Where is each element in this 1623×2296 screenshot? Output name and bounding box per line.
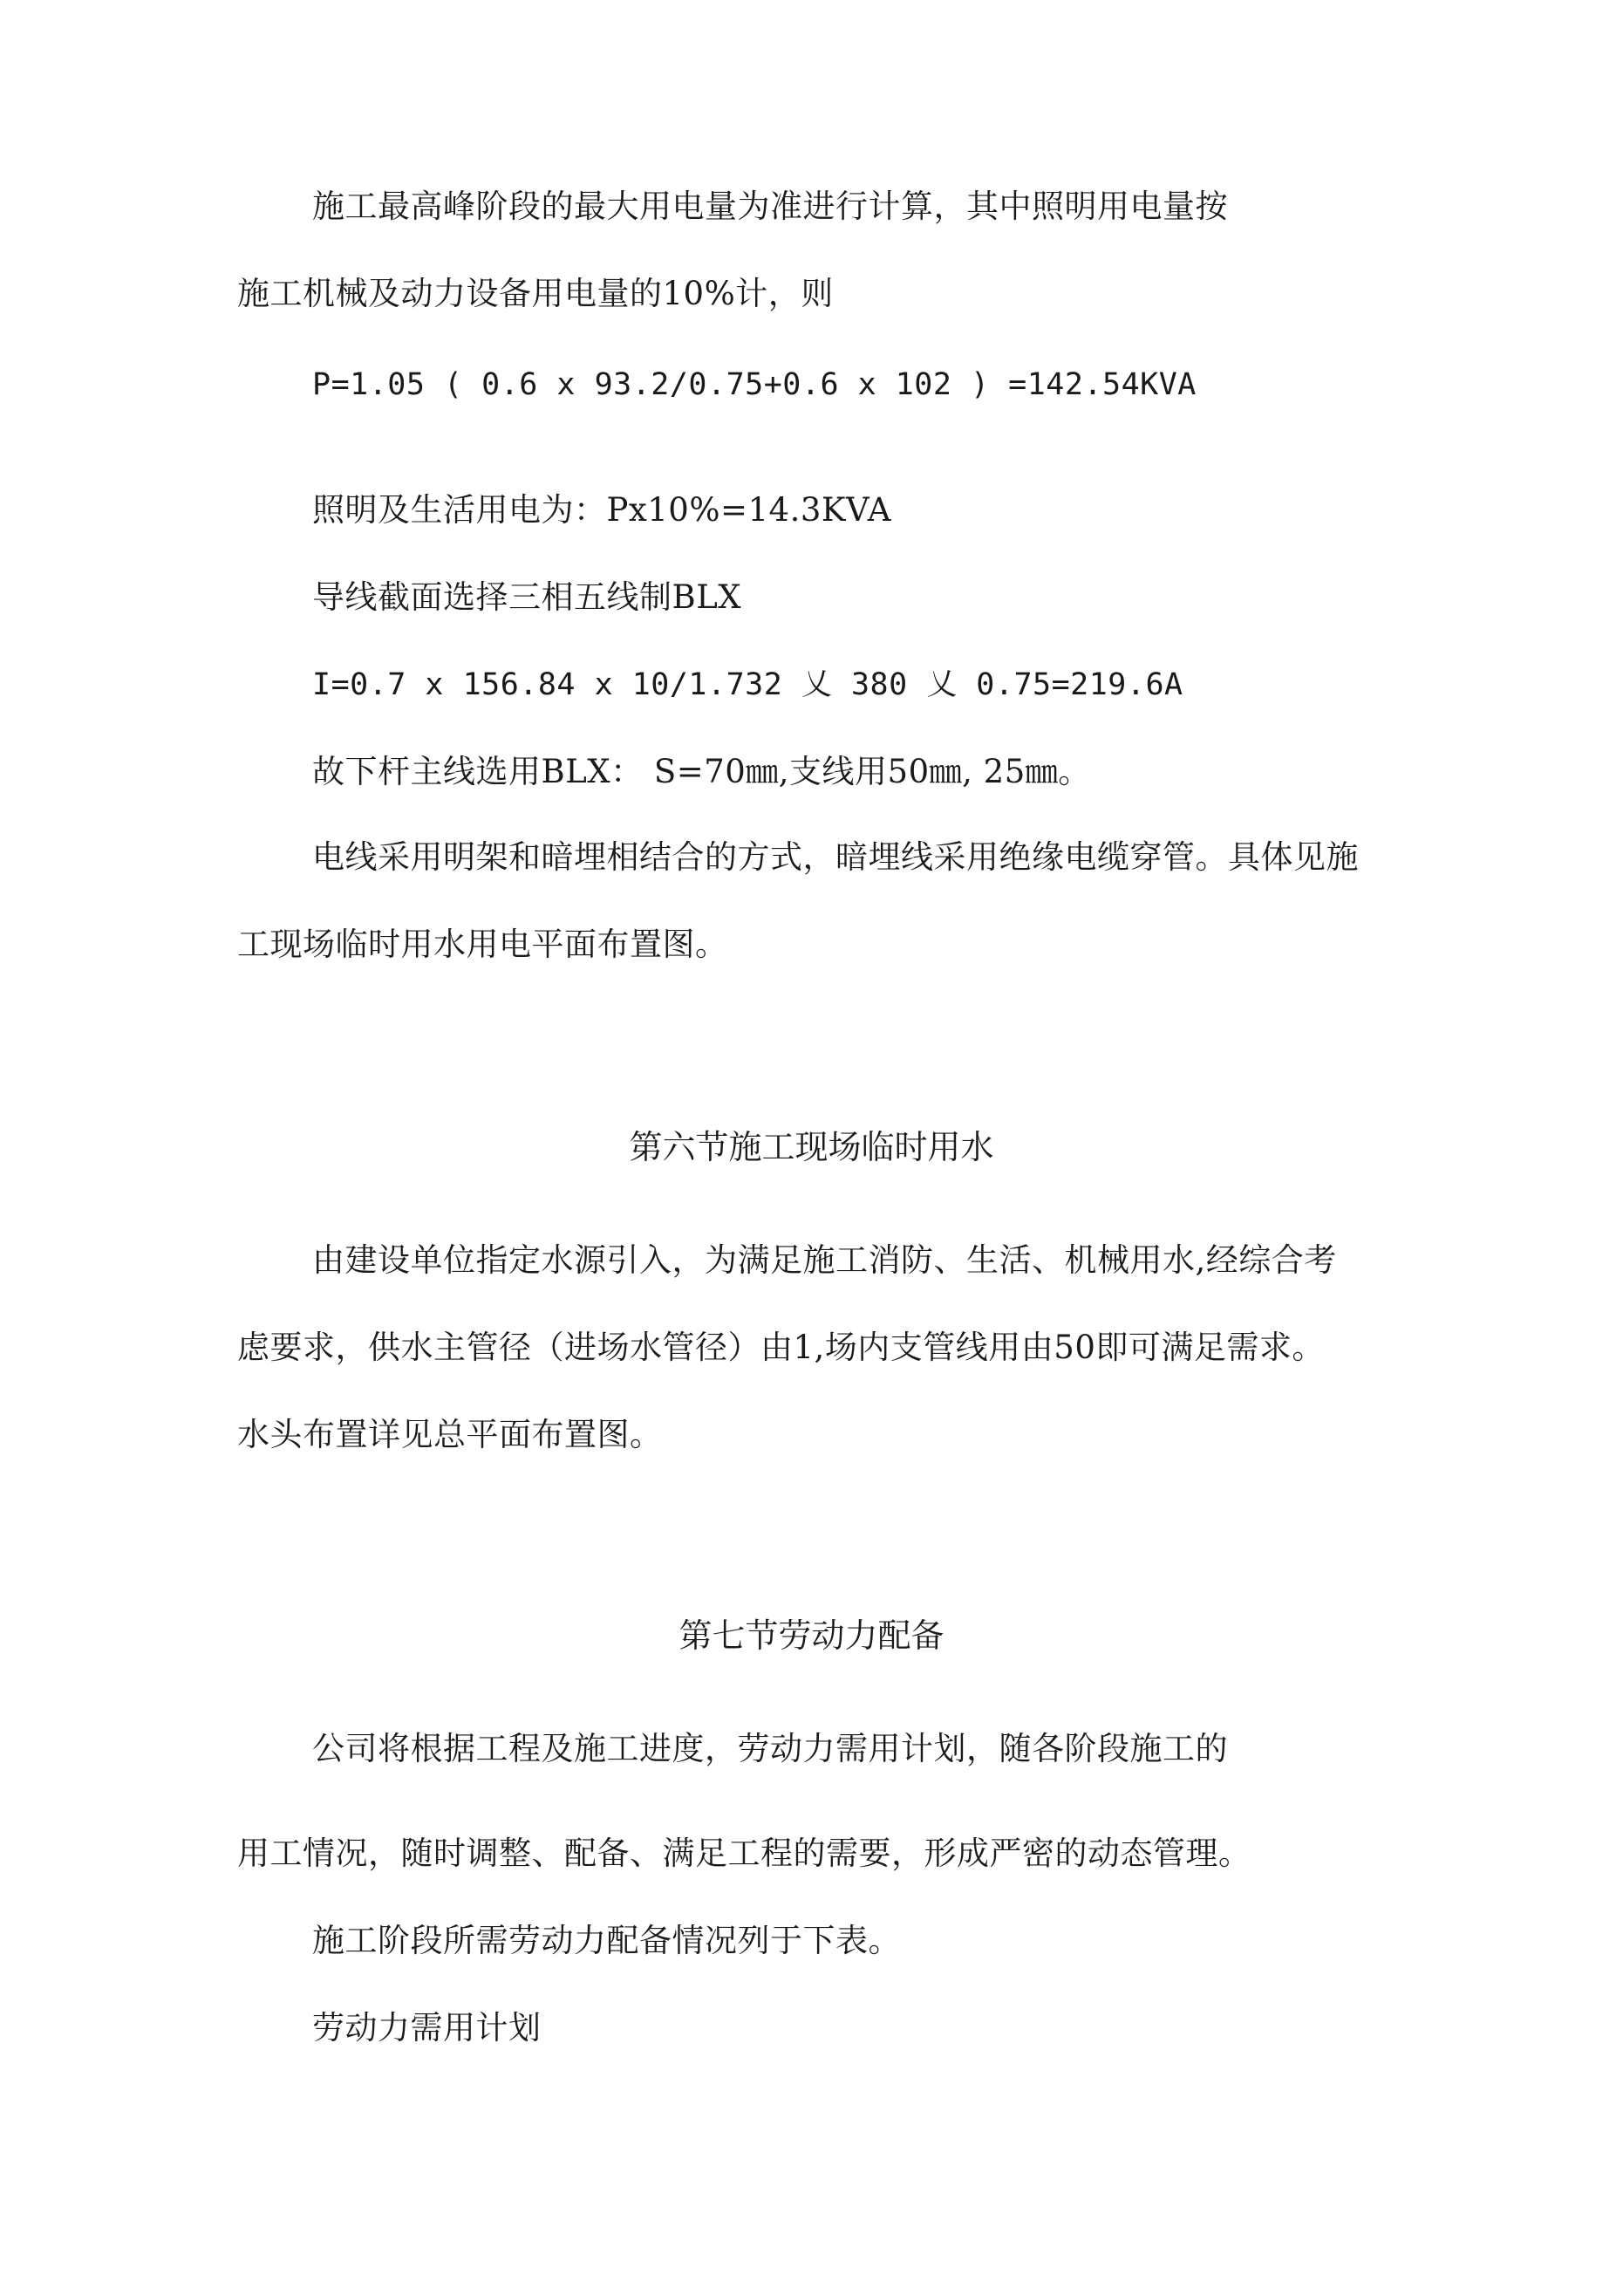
paragraph-line: 用工情况，随时调整、配备、满足工程的需要，形成严密的动态管理。 — [237, 1835, 1251, 1872]
section-heading: 第六节施工现场临时用水 — [629, 1128, 994, 1166]
paragraph-line: 故下杆主线选用BLX： S=70㎜,支线用50㎜, 25㎜。 — [312, 753, 1091, 790]
paragraph-line: 劳动力需用计划 — [312, 2009, 542, 2047]
paragraph-line: 由建设单位指定水源引入，为满足施工消防、生活、机械用水,经综合考 — [312, 1241, 1337, 1279]
paragraph-line: 施工机械及动力设备用电量的10%计，则 — [237, 275, 834, 312]
paragraph-line: 电线采用明架和暗埋相结合的方式，暗埋线采用绝缘电缆穿管。具体见施 — [312, 838, 1359, 876]
paragraph-line: 施工阶段所需劳动力配备情况列于下表。 — [312, 1922, 901, 1959]
paragraph-line: 公司将根据工程及施工进度，劳动力需用计划，随各阶段施工的 — [312, 1730, 1228, 1767]
formula-power: P=1.05 ( 0.6 x 93.2/0.75+0.6 x 102 ) =142.54KVA — [312, 367, 1197, 402]
paragraph-line: 施工最高峰阶段的最大用电量为准进行计算，其中照明用电量按 — [312, 188, 1228, 225]
section-heading: 第七节劳动力配备 — [679, 1616, 944, 1655]
paragraph-line: 照明及生活用电为：Px10%=14.3KVA — [312, 491, 891, 529]
paragraph-line: 导线截面选择三相五线制BLX — [312, 578, 742, 616]
paragraph-line: 工现场临时用水用电平面布置图。 — [237, 926, 728, 963]
paragraph-line: 水头布置详见总平面布置图。 — [237, 1416, 663, 1453]
paragraph-line: 虑要求，供水主管径（进场水管径）由1,场内支管线用由50即可满足需求。 — [237, 1329, 1325, 1366]
formula-current: I=0.7 x 156.84 x 10/1.732 乂 380 乂 0.75=219.6A — [312, 667, 1183, 702]
